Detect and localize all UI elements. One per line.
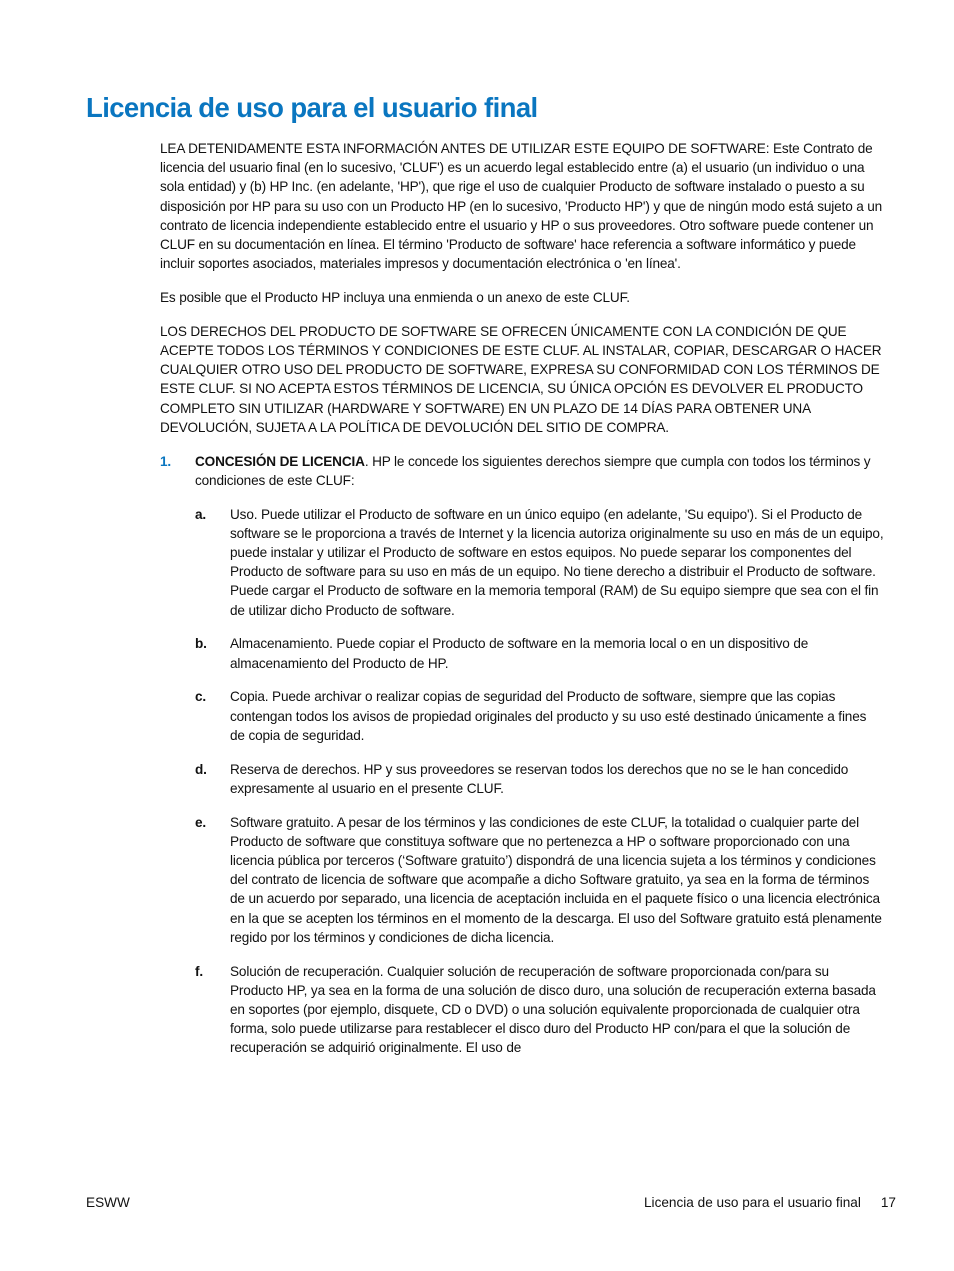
item-text: Solución de recuperación. Cualquier solución de recuperación de software proporcionada con/para su Producto HP, ya sea en la forma de una solución de disco duro, una solución de recuperación externa basada en soportes (por ejemplo, disquete, CD o DVD) o una solución equivalente proporcionada de cualquier otra forma, solo puede utilizarse para restablecer el disco duro del Producto HP con/para el que la solución de recuperación se adquirió originalmente. El uso de: [230, 963, 876, 1056]
item-text: Uso. Puede utilizar el Producto de software en un único equipo (en adelante, 'Su equipo'). Si el Producto de software se le proporciona a través de Internet y la licencia autoriza originalmente su uso en más de un equipo, puede instalar y utilizar el Producto de software en estos equipos. No puede separar los componentes del Producto de software para su uso en más de un equipo. No tiene derecho a distribuir el Producto de software. Puede cargar el Producto de software en la memoria temporal (RAM) de Su equipo siempre que sea con el fin de utilizar dicho Producto de software.: [230, 506, 884, 618]
section-intro-text: . HP le concede los siguientes derechos siempre que cumpla con todos los términos y condiciones de este CLUF:: [195, 453, 871, 488]
item-text: Reserva de derechos. HP y sus proveedores se reservan todos los derechos que no se le han concedido expresamente al usuario en el presente CLUF.: [230, 761, 849, 796]
item-text: Software gratuito. A pesar de los términos y las condiciones de este CLUF, la totalidad o cualquier parte del Producto de software que constituya software que no pertenezca a HP o software proporcionado con una licencia pública por terceros (‘Software gratuito’) dispondrá de una licencia sujeta a los términos y condiciones del contrato de licencia de software que acompañe a dicho Software gratuito, ya sea en la forma de términos de un acuerdo por separado, una licencia de aceptación incluida en el paquete físico o una licencia electrónica en la que se acepten los términos en el momento de la descarga. El uso del Software gratuito está plenamente regido por los términos y condiciones de dicha licencia.: [230, 814, 882, 945]
item-letter: b.: [195, 636, 207, 652]
page-number: 17: [880, 1195, 896, 1210]
rights-paragraph: LOS DERECHOS DEL PRODUCTO DE SOFTWARE SE OFRECEN ÚNICAMENTE CON LA CONDICIÓN DE QUE ACEPTE TODOS LOS TÉRMINOS Y CONDICIONES DE ESTE CLUF. AL INSTALAR, COPIAR, DESCARGAR O HACER CUALQUIER OTRO USO DEL PRODUCTO DE SOFTWARE, EXPRESA SU CONFORMIDAD CON LOS TÉRMINOS DE ESTE CLUF. SI NO ACEPTA ESTOS TÉRMINOS DE LICENCIA, SU ÚNICA OPCIÓN ES DEVOLVER EL PRODUCTO COMPLETO SIN UTILIZAR (HARDWARE Y SOFTWARE) EN UN PLAZO DE 14 DÍAS PARA OBTENER UNA DEVOLUCIÓN, SUJETA A LA POLÍTICA DE DEVOLUCIÓN DEL SITIO DE COMPRA.: [160, 323, 882, 435]
item-letter: a.: [195, 506, 207, 522]
amendment-paragraph: Es posible que el Producto HP incluya una enmienda o un anexo de este CLUF.: [160, 290, 630, 306]
section-heading: CONCESIÓN DE LICENCIA: [195, 453, 365, 469]
item-letter: e.: [195, 814, 207, 830]
footer-section-title: Licencia de uso para el usuario final: [643, 1195, 861, 1210]
item-text: Almacenamiento. Puede copiar el Producto de software en la memoria local o en un dispositivo de almacenamiento del Producto de HP.: [230, 636, 809, 671]
document-body: [160, 139, 884, 1087]
item-letter: f.: [195, 963, 204, 979]
list-item: [195, 505, 884, 620]
item-letter: c.: [195, 689, 207, 705]
list-item: [195, 634, 884, 672]
footer-right: [644, 1193, 896, 1212]
section-intro: [195, 452, 884, 490]
section-license-grant: [160, 452, 884, 1073]
list-item: [195, 687, 884, 745]
section-content: [195, 452, 884, 1073]
item-letter: d.: [195, 761, 207, 777]
list-item: [195, 813, 884, 947]
section-number: 1.: [160, 453, 172, 469]
intro-paragraph: LEA DETENIDAMENTE ESTA INFORMACIÓN ANTES DE UTILIZAR ESTE EQUIPO DE SOFTWARE: Este Contrato de licencia del usuario final (en lo sucesivo, 'CLUF') es un acuerdo legal establecido entre (a) el usuario (un individuo o una sola entidad) y (b) HP Inc. (en adelante, 'HP'), que rige el uso de cualquier Producto de software instalado o puesto a su disposición por HP para su uso con un Producto HP (en lo sucesivo, 'Producto HP') y que de ningún modo está sujeto a un contrato de licencia independiente establecido entre el usuario y HP o sus proveedores. Otro software puede contener un CLUF en su documentación en línea. El término 'Producto de software' hace referencia a software informático y puede incluir soportes asociados, materiales impresos y documentación electrónica o 'en línea'.: [160, 141, 883, 272]
page-title: Licencia de uso para el usuario final: [86, 92, 538, 123]
item-text: Copia. Puede archivar o realizar copias de seguridad del Producto de software, siempre que las copias contengan todos los avisos de propiedad originales del producto y su uso esté destinado únicamente a fines de copia de seguridad.: [230, 689, 867, 743]
list-item: [195, 760, 884, 798]
list-item: [195, 962, 884, 1058]
footer-doc-code: ESWW: [86, 1195, 130, 1210]
